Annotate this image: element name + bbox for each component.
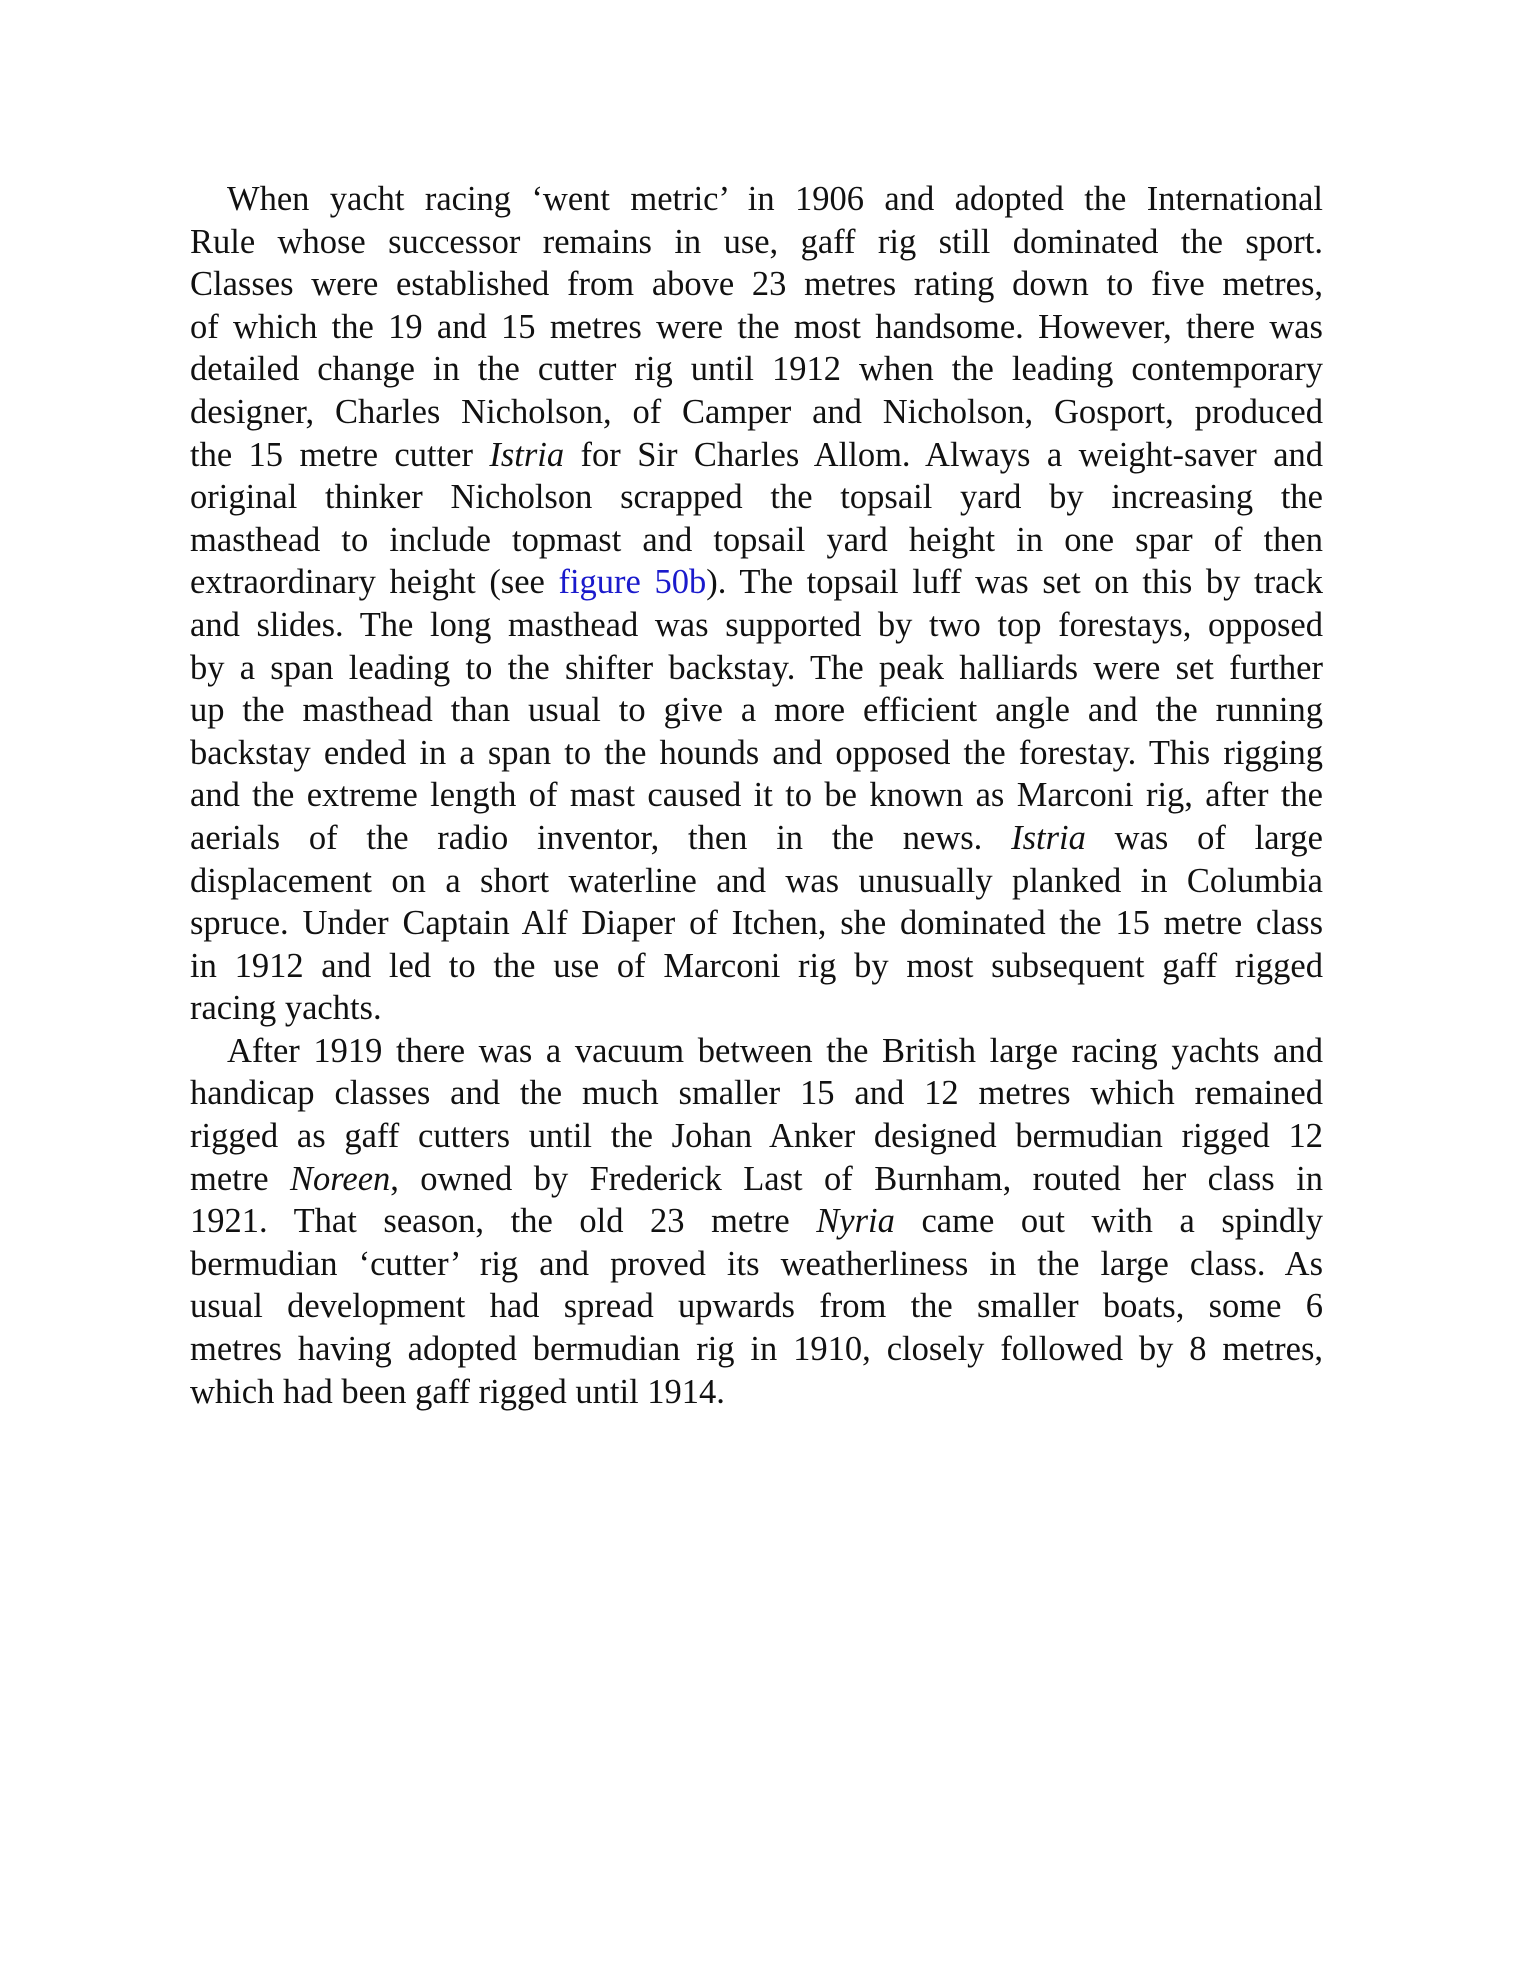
text-span: extraordinary height (see (190, 563, 559, 602)
text-span: ). The topsail luff was set on this by track (706, 563, 1323, 602)
paragraph (190, 1030, 1323, 1413)
text-span: by a span leading to the shifter backstay. The peak halliards were set further (190, 648, 1323, 687)
text-span: , owned by Frederick Last of Burnham, routed her class in (390, 1159, 1323, 1198)
text-span: of which the 19 and 15 metres were the most handsome. However, there was (190, 307, 1323, 346)
text-span: Classes were established from above 23 metres rating down to five metres, (190, 265, 1323, 304)
text-span: and slides. The long masthead was supported by two top forestays, opposed (190, 605, 1323, 644)
text-line (190, 391, 1323, 434)
text-line (190, 1115, 1323, 1158)
text-line (190, 476, 1323, 519)
text-line (190, 732, 1323, 775)
text-span: bermudian ‘cutter’ rig and proved its weatherliness in the large class. As (190, 1244, 1323, 1283)
text-span: for Sir Charles Allom. Always a weight-saver and (564, 435, 1324, 474)
italic-text: Istria (489, 435, 565, 474)
text-span: 1921. That season, the old 23 metre (190, 1202, 817, 1241)
text-span: Rule whose successor remains in use, gaff rig still dominated the sport. (190, 222, 1323, 261)
italic-text: Istria (1011, 818, 1086, 857)
text-line (190, 647, 1323, 690)
text-line (190, 178, 1323, 221)
text-span: masthead to include topmast and topsail yard height in one spar of then (190, 520, 1323, 559)
text-line (190, 434, 1323, 477)
text-line (190, 306, 1323, 349)
text-span: When yacht racing ‘went metric’ in 1906 and adopted the International (227, 180, 1323, 218)
text-span: spruce. Under Captain Alf Diaper of Itchen, she dominated the 15 metre class (190, 904, 1323, 943)
text-line (190, 519, 1323, 562)
text-line (190, 1285, 1323, 1328)
italic-text: Noreen (289, 1159, 391, 1198)
text-line (190, 1243, 1323, 1286)
text-span: racing yachts. (190, 989, 382, 1028)
text-line (190, 1371, 1323, 1414)
document-body (190, 178, 1323, 1413)
text-line (190, 987, 1323, 1030)
text-line (190, 945, 1323, 988)
text-line (190, 902, 1323, 945)
text-span: in 1912 and led to the use of Marconi rig by most subsequent gaff rigged (190, 946, 1323, 985)
text-span: original thinker Nicholson scrapped the topsail yard by increasing the (190, 478, 1323, 517)
text-span: metre (190, 1159, 290, 1198)
text-line (190, 860, 1323, 903)
text-line (190, 604, 1323, 647)
text-span: the 15 metre cutter (190, 435, 490, 474)
text-line (190, 561, 1323, 604)
text-span: and the extreme length of mast caused it to be known as Marconi rig, after the (190, 776, 1323, 815)
text-span: which had been gaff rigged until 1914. (190, 1372, 725, 1411)
text-line (190, 1200, 1323, 1243)
text-span: usual development had spread upwards from the smaller boats, some 6 (190, 1287, 1323, 1326)
text-span: rigged as gaff cutters until the Johan Anker designed bermudian rigged 12 (190, 1117, 1323, 1156)
text-span: metres having adopted bermudian rig in 1910, closely followed by 8 metres, (190, 1330, 1323, 1369)
text-span: designer, Charles Nicholson, of Camper and Nicholson, Gosport, produced (190, 392, 1323, 431)
text-line (190, 1030, 1323, 1073)
text-span: backstay ended in a span to the hounds and opposed the forestay. This rigging (190, 733, 1323, 772)
text-span: displacement on a short waterline and was unusually planked in Columbia (190, 861, 1323, 900)
text-span: detailed change in the cutter rig until 1912 when the leading contemporary (190, 350, 1323, 389)
text-span: was of large (1085, 818, 1323, 857)
text-span: After 1919 there was a vacuum between the British large racing yachts and (227, 1031, 1323, 1070)
text-span: aerials of the radio inventor, then in the news. (190, 818, 1012, 857)
italic-text: Nyria (816, 1202, 895, 1241)
text-span: came out with a spindly (894, 1202, 1323, 1241)
text-line (190, 1158, 1323, 1201)
text-line (190, 263, 1323, 306)
text-span: up the masthead than usual to give a more efficient angle and the running (190, 691, 1323, 730)
text-span: handicap classes and the much smaller 15 and 12 metres which remained (190, 1074, 1323, 1113)
text-line (190, 348, 1323, 391)
text-line (190, 689, 1323, 732)
text-line (190, 1072, 1323, 1115)
text-line (190, 1328, 1323, 1371)
text-line (190, 774, 1323, 817)
text-line (190, 817, 1323, 860)
paragraph (190, 178, 1323, 1030)
text-line (190, 221, 1323, 264)
figure-link[interactable]: figure 50b (558, 563, 707, 602)
